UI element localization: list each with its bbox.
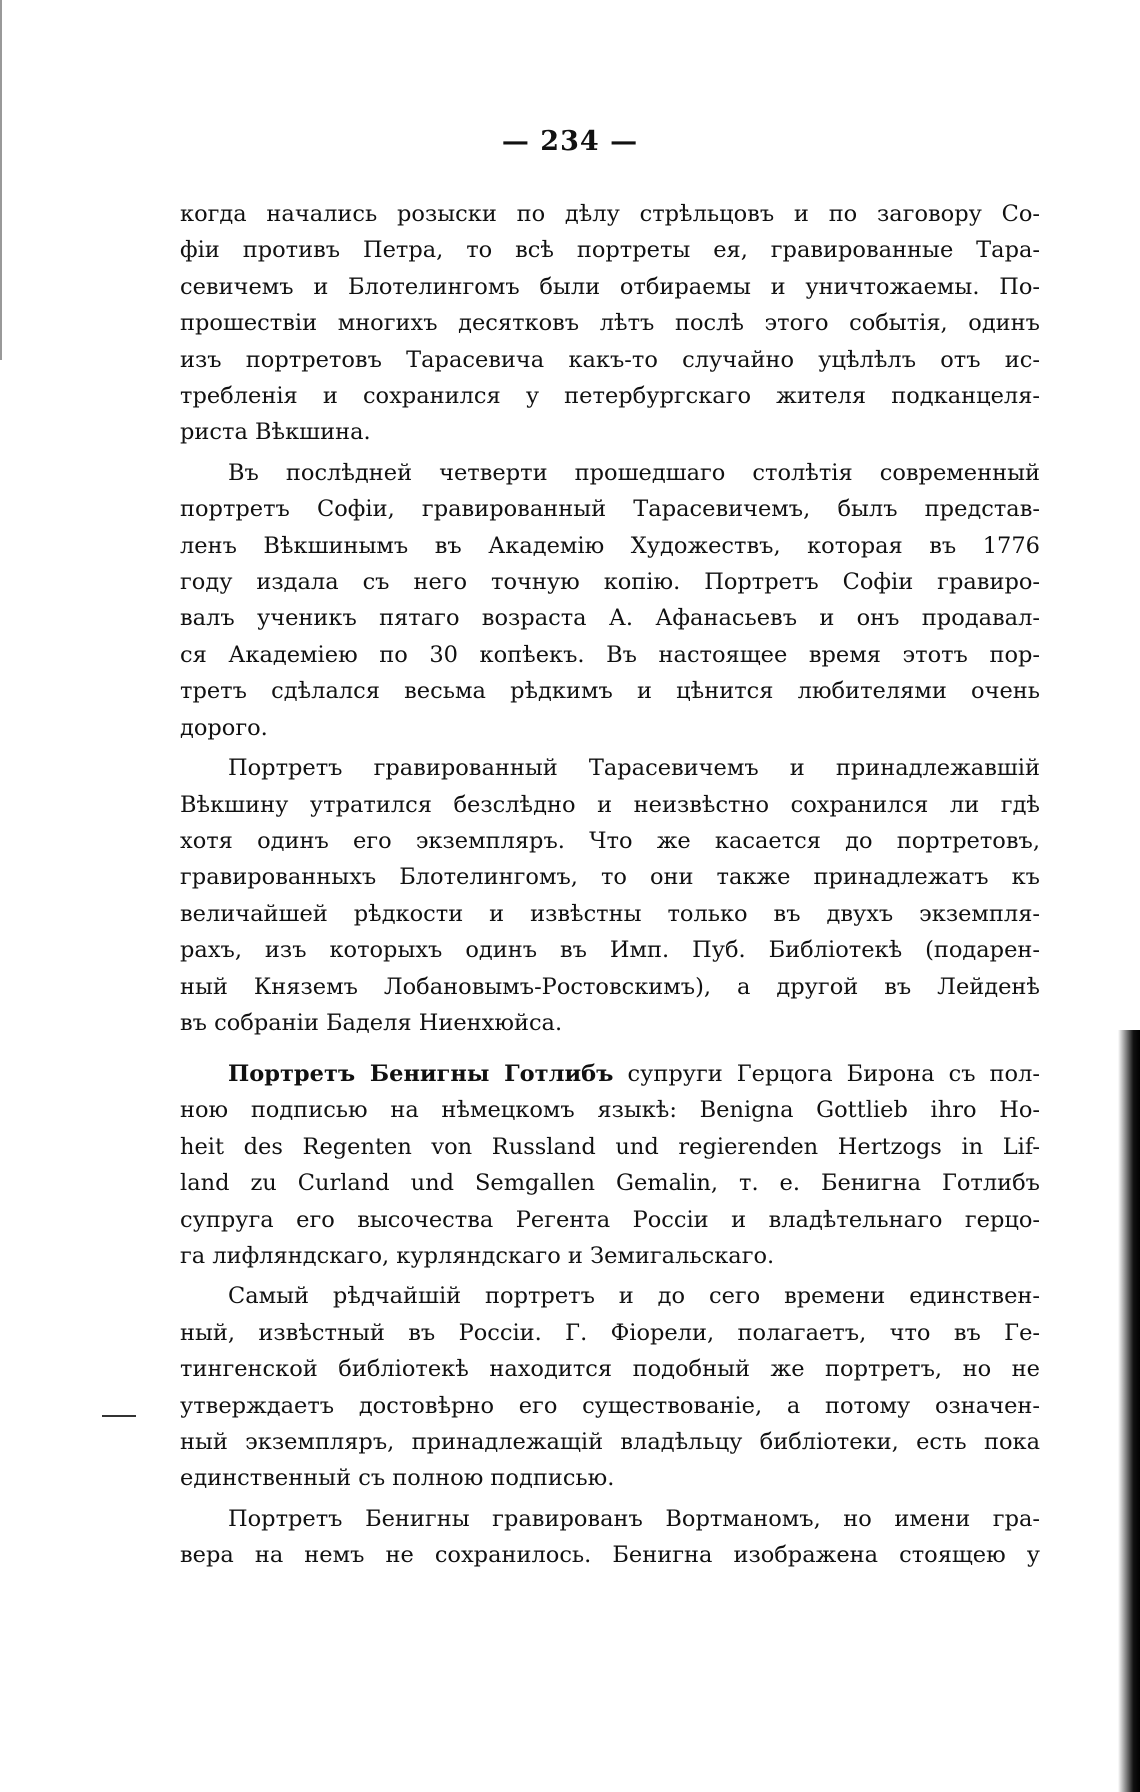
page-edge-shadow: [1118, 1030, 1140, 1792]
text-line: ный, извѣстный въ Россіи. Г. Фіорели, полагаетъ, что въ Ге-: [180, 1319, 1040, 1346]
text-line: Портретъ гравированный Тарасевичемъ и принадлежавшій: [228, 755, 1040, 782]
text-line: севичемъ и Блотелингомъ были отбираемы и уничтожаемы. По-: [180, 273, 1040, 300]
text-line: тингенской библіотекѣ находится подобный же портретъ, но не: [180, 1356, 1040, 1383]
margin-mark: [102, 1415, 136, 1417]
text-line: въ собраніи Баделя Ниенхюйса.: [180, 1009, 563, 1036]
text-line: Самый рѣдчайшій портретъ и до сего времени единствен-: [228, 1283, 1040, 1310]
paragraph: [180, 196, 1040, 451]
text-line: третъ сдѣлался весьма рѣдкимъ и цѣнится любителями очень: [180, 678, 1040, 705]
text-line: ся Академіею по 30 копѣекъ. Въ настоящее время этотъ пор-: [180, 641, 1040, 668]
text-line: риста Вѣкшина.: [180, 419, 371, 446]
text-line: дорого.: [180, 714, 268, 741]
text-line: рахъ, изъ которыхъ одинъ въ Имп. Пуб. Библіотекѣ (подарен-: [180, 937, 1040, 964]
text-line: га лифляндскаго, курляндскаго и Земигальскаго.: [180, 1243, 775, 1270]
text-line: Вѣкшину утратился безслѣдно и неизвѣстно сохранился ли гдѣ: [180, 791, 1040, 818]
text-line: величайшей рѣдкости и извѣстны только въ двухъ экземпля-: [180, 900, 1040, 927]
text-line: портретъ Софіи, гравированный Тарасевичемъ, былъ представ-: [180, 496, 1040, 523]
page-number: — 234 —: [501, 126, 639, 157]
entry-title-rest: супруги Герцога Бирона съ пол-: [613, 1061, 1040, 1087]
text-block-main: [180, 196, 1040, 1045]
text-line: прошествіи многихъ десятковъ лѣтъ послѣ этого событія, одинъ: [180, 310, 1040, 337]
text-line: ный Княземъ Лобановымъ-Ростовскимъ), а другой въ Лейденѣ: [180, 973, 1040, 1000]
page-left-edge: [0, 0, 2, 360]
text-line: валъ ученикъ пятаго возраста А. Афанасьевъ и онъ продавал-: [180, 605, 1040, 632]
paragraph: [180, 455, 1040, 746]
text-line: супруга его высочества Регента Россіи и владѣтельнаго герцо-: [180, 1206, 1040, 1233]
text-line: ленъ Вѣкшинымъ въ Академію Художествъ, которая въ 1776: [180, 532, 1040, 559]
text-block-portrait-entry: [180, 1056, 1040, 1578]
text-line: изъ портретовъ Тарасевича какъ-то случайно уцѣлѣлъ отъ ис-: [180, 346, 1040, 373]
text-line: land zu Curland und Semgallen Gemalin, т. е. Бенигна Готлибъ: [180, 1170, 1040, 1197]
paragraph: [180, 1278, 1040, 1496]
text-line: ною подписью на нѣмецкомъ языкѣ: Benigna Gottlieb ihro Ho-: [180, 1097, 1040, 1124]
paragraph-lines: [180, 1092, 1040, 1274]
text-line: Портретъ Бенигны гравированъ Вортманомъ, но имени гра-: [228, 1505, 1040, 1532]
paragraph-entry-heading: [180, 1056, 1040, 1274]
text-line: [180, 1056, 1040, 1092]
text-line: heit des Regenten von Russland und regierenden Hertzogs in Lif-: [180, 1133, 1040, 1160]
text-line: Въ послѣдней четверти прошедшаго столѣтія современный: [228, 459, 1040, 486]
text-line: году издала съ него точную копію. Портретъ Софіи гравиро-: [180, 569, 1040, 596]
text-line: требленія и сохранился у петербургскаго жителя подканцеля-: [180, 383, 1040, 410]
text-line: единственный съ полною подписью.: [180, 1465, 615, 1492]
text-line: фіи противъ Петра, то всѣ портреты ея, гравированные Тара-: [180, 237, 1040, 264]
text-line: утверждаетъ достовѣрно его существованіе, а потому означен-: [180, 1392, 1040, 1419]
text-line: хотя одинъ его экземпляръ. Что же касается до портретовъ,: [180, 827, 1040, 854]
paragraph: [180, 750, 1040, 1041]
text-line: когда начались розыски по дѣлу стрѣльцовъ и по заговору Со-: [180, 201, 1040, 227]
entry-title: Портретъ Бенигны Готлибъ: [228, 1061, 614, 1087]
text-line: ный экземпляръ, принадлежащій владѣльцу библіотеки, есть пока: [180, 1429, 1040, 1456]
paragraph: [180, 1501, 1040, 1574]
text-line: гравированныхъ Блотелингомъ, то они также принадлежатъ къ: [180, 864, 1040, 891]
text-line: вера на немъ не сохранилось. Бенигна изображена стоящею у: [180, 1542, 1040, 1569]
